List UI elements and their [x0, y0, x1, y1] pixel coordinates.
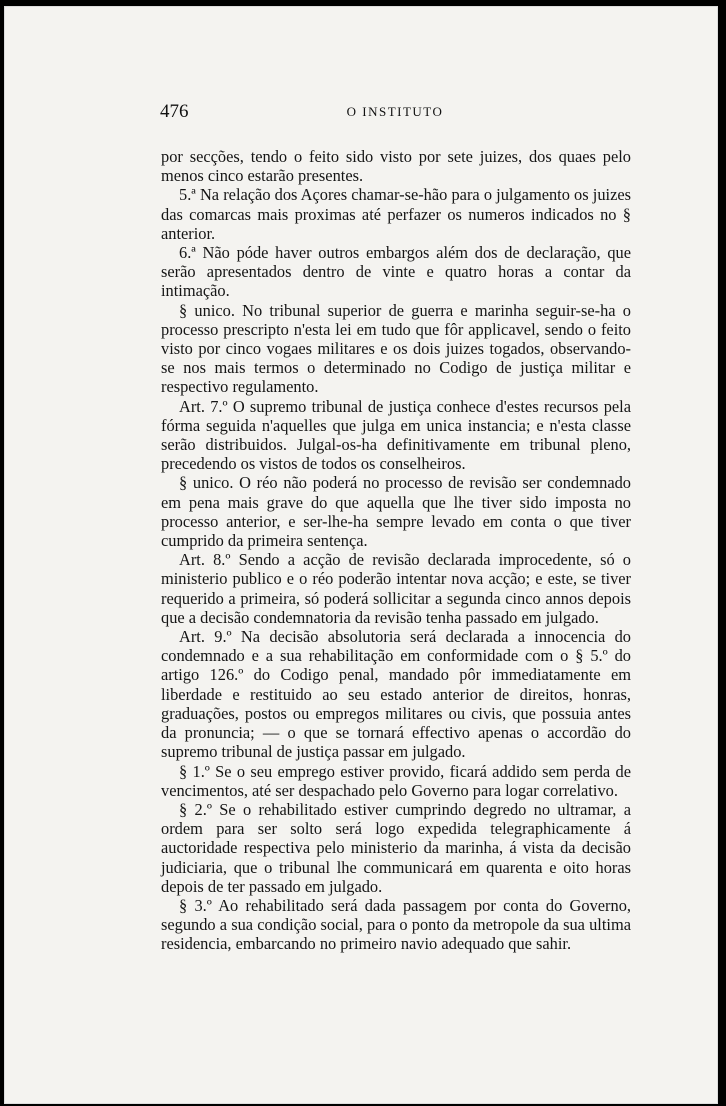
paragraph-item-6: 6.ª Não póde haver outros embargos além dos de declaração, que serão apresentados dentro de vinte e quatro horas a contar da intimação.: [161, 243, 631, 301]
page-header: [160, 101, 630, 123]
paragraph-continuation: por secções, tendo o feito sido visto por sete juizes, dos quaes pelo menos cinco estarão presentes.: [161, 147, 631, 186]
paragraph-article-8: Art. 8.º Sendo a acção de revisão declarada improcedente, só o ministerio publico e o réo poderão intentar nova acção; e este, se tiver requerido a primeira, só poderá sollicitar a segunda cinco annos depois que a decisão condemnatoria da revisão tenha passado em julgado.: [161, 550, 631, 627]
paragraph-section-2: § 2.º Se o rehabilitado estiver cumprindo degredo no ultramar, a ordem para ser solto será logo expedida telegraphicamente á auctoridade respectiva pelo ministerio da marinha, á vista da decisão judiciaria, que o tribunal lhe communicará em quarenta e oito horas depois de ter passado em julgado.: [161, 799, 631, 896]
paragraph-section-1: § 1.º Se o seu emprego estiver provido, ficará addido sem perda de vencimentos, até ser despachado pelo Governo para logar correlativo.: [161, 761, 631, 800]
paragraph-section-3: § 3.º Ao rehabilitado será dada passagem por conta do Governo, segundo a sua condição social, para o ponto da metropole da sua ultima residencia, embarcando no primeiro navio adequado que sahir.: [161, 895, 631, 954]
paragraph-article-9: Art. 9.º Na decisão absolutoria será declarada a innocencia do condemnado e a sua rehabilitação em conformidade com o § 5.º do artigo 126.º do Codigo penal, mandado pôr immediatamente em liberdade e restituido ao seu estado anterior de direitos, honras, graduações, postos ou empregos militares ou civis, que possuia antes da pronuncia; — o que se tornará effectivo apenas o accordão do supremo tribunal de justiça passar em julgado.: [161, 627, 631, 762]
paragraph-single-paragraph-1: § unico. No tribunal superior de guerra e marinha seguir-se-ha o processo prescripto n'esta lei em tudo que fôr applicavel, sendo o feito visto por cinco vogaes militares e os dois juizes togados, observando-se nos mais termos o determinado no Codigo de justiça militar e respectivo regulamento.: [161, 300, 631, 397]
page-sheet: [4, 6, 718, 1104]
paragraph-article-7: Art. 7.º O supremo tribunal de justiça conhece d'estes recursos pela fórma seguida n'aquelles que julga em unica instancia; e n'esta classe serão distribuidos. Julgal-os-ha definitivamente em tribunal pleno, precedendo os vistos de todos os conselheiros.: [161, 396, 631, 474]
page-number: 476: [160, 101, 189, 122]
body-text: [161, 147, 631, 954]
running-title: O INSTITUTO: [346, 104, 444, 119]
paragraph-single-paragraph-2: § unico. O réo não poderá no processo de revisão ser condemnado em pena mais grave do que aquella que lhe tiver sido imposta no processo anterior, e ser-lhe-ha sempre levado em conta o que tiver cumprido da primeira sentença.: [161, 473, 631, 551]
paragraph-item-5: 5.ª Na relação dos Açores chamar-se-hão para o julgamento os juizes das comarcas mais proximas até perfazer os numeros indicados no § anterior.: [161, 185, 631, 243]
